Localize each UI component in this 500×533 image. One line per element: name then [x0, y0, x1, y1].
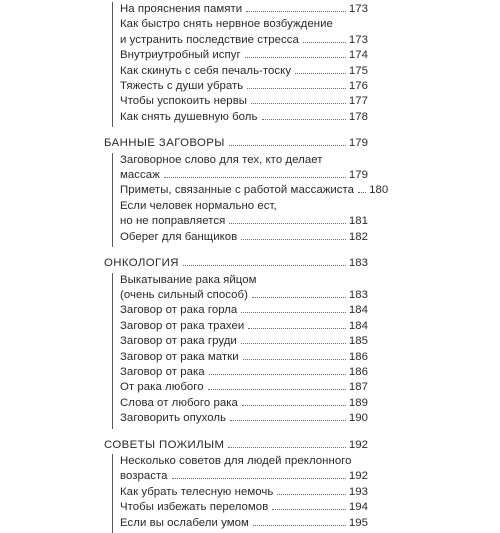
toc-entry-title-line: Несколько советов для людей преклонного [120, 454, 352, 467]
page-number: 173 [348, 33, 368, 46]
page-number: 183 [348, 257, 368, 270]
dot-leader [245, 56, 346, 58]
toc-entry-title-line: Чтобы избежать переломов [120, 501, 269, 514]
dot-leader [228, 446, 345, 448]
toc-entry [113, 380, 368, 395]
dot-leader [303, 41, 346, 43]
toc-entry-line [120, 48, 368, 63]
dot-leader [229, 222, 346, 224]
toc-entry-line [120, 500, 368, 515]
toc-entry-line [104, 136, 368, 151]
toc-entry [113, 153, 368, 184]
dot-leader [358, 191, 366, 193]
toc-entry-title-line: Заговорное слово для тех, кто делает [120, 153, 323, 166]
page-number: 178 [348, 110, 368, 123]
page-number: 187 [348, 381, 368, 394]
toc-entry-line [120, 469, 368, 484]
page-number: 176 [348, 80, 368, 93]
toc-entry-title-line: Как снять душевную боль [120, 110, 258, 123]
page-number: 175 [348, 64, 368, 77]
toc-entry [113, 110, 368, 125]
toc-entry-title-line: Заговор от рака горла [120, 304, 238, 317]
toc-entry-title-line: Приметы, связанные с работой массажиста [120, 184, 355, 197]
toc-entry-title-line: Как быстро снять нервное возбуждение [120, 18, 333, 31]
toc-section-entries [112, 153, 389, 247]
toc-entry-line [120, 319, 368, 334]
toc-entry-title-line: Если вы ослабели умом [120, 516, 249, 529]
dot-leader [272, 508, 346, 510]
toc-entry-line [120, 365, 368, 380]
page-number: 177 [348, 95, 368, 108]
dot-leader [230, 419, 346, 421]
page-number: 189 [348, 396, 368, 409]
toc-entry [113, 411, 368, 426]
toc-entry-line [120, 33, 368, 48]
page-number: 186 [348, 365, 368, 378]
toc-section-heading [0, 256, 500, 271]
page-number: 184 [348, 319, 368, 332]
toc-entry [113, 454, 368, 485]
toc-entry-title-line: Заговор от рака [120, 365, 205, 378]
toc-entry-title-line: Слова от любого рака [120, 396, 238, 409]
page-number: 195 [348, 516, 368, 529]
toc-section-title: СОВЕТЫ ПОЖИЛЫМ [104, 438, 225, 451]
page-number: 174 [348, 49, 368, 62]
dot-leader [241, 342, 346, 344]
dot-leader [208, 388, 346, 390]
toc-entry-title-line: Чтобы успокоить нервы [120, 95, 248, 108]
toc-entry [113, 230, 368, 245]
toc-entry-line [120, 230, 368, 245]
dot-leader [241, 311, 346, 313]
dot-leader [247, 87, 346, 89]
toc-entry-line [104, 256, 368, 271]
toc-section-entries [112, 2, 368, 127]
toc-entry-title-line: (очень сильный способ) [120, 288, 248, 301]
dot-leader [251, 102, 346, 104]
toc-section-heading [0, 136, 500, 151]
toc-entry [113, 183, 389, 198]
toc-entry-title-line: От рака любого [120, 381, 204, 394]
toc-entry [113, 79, 368, 94]
page-number: 190 [348, 412, 368, 425]
dot-leader [229, 144, 346, 146]
dot-leader [164, 176, 346, 178]
toc-entry [113, 365, 368, 380]
toc-section-title: ОНКОЛОГИЯ [104, 257, 179, 270]
dot-leader [262, 118, 346, 120]
page-number: 180 [369, 184, 389, 197]
toc-entry-title-line: и устранить последствие стресса [120, 33, 299, 46]
toc-entry-line [120, 288, 368, 303]
toc-entry-title-line: но не поправляется [120, 215, 226, 228]
toc-section-entries [112, 454, 368, 533]
toc-entry [113, 273, 368, 304]
page-number: 192 [348, 438, 368, 451]
toc-entry-title-line: Если человек нормально ест, [120, 199, 277, 212]
toc-entry-line [120, 79, 368, 94]
toc-entry-line [120, 183, 389, 198]
toc-entry-title-line: Оберег для банщиков [120, 230, 238, 243]
toc-entry-line [120, 380, 368, 395]
toc-entry [113, 303, 368, 318]
page-number: 185 [348, 335, 368, 348]
toc-entry-title-line: Заговор от рака трахеи [120, 319, 245, 332]
toc-entry [113, 396, 368, 411]
toc-entry-line [120, 334, 368, 349]
toc-entry-line [120, 350, 368, 365]
table-of-contents [0, 2, 500, 533]
toc-entry-line [120, 168, 368, 183]
toc-entry-title-line: Как скинуть с себя печаль-тоску [120, 64, 292, 77]
toc-entry [113, 2, 368, 17]
page-number: 179 [348, 169, 368, 182]
page-number: 194 [348, 501, 368, 514]
page-number: 186 [348, 350, 368, 363]
toc-section-entries [112, 273, 368, 429]
toc-entry-line [120, 110, 368, 125]
toc-entry-title-line: Выкатывание рака яйцом [120, 273, 257, 286]
toc-entry [113, 64, 368, 79]
page-number: 184 [348, 304, 368, 317]
toc-entry [113, 500, 368, 515]
dot-leader [241, 238, 346, 240]
toc-entry-title-line: массаж [120, 169, 160, 182]
toc-entry-line [120, 411, 368, 426]
toc-entry [113, 319, 368, 334]
page-number: 181 [348, 215, 368, 228]
toc-entry [113, 48, 368, 63]
toc-entry-line [120, 214, 368, 229]
toc-entry-title-line: возраста [120, 470, 168, 483]
toc-entry [113, 334, 368, 349]
dot-leader [209, 373, 346, 375]
dot-leader [246, 10, 346, 12]
toc-entry-title-line: Заговор от рака груди [120, 335, 237, 348]
dot-leader [277, 493, 346, 495]
toc-entry-line [120, 303, 368, 318]
toc-entry [113, 17, 368, 48]
dot-leader [252, 296, 346, 298]
toc-entry-line [120, 396, 368, 411]
page-number: 192 [348, 470, 368, 483]
toc-section-title: БАННЫЕ ЗАГОВОРЫ [104, 137, 225, 150]
toc-entry-title-line: На прояснения памяти [120, 3, 243, 15]
page-number: 182 [348, 230, 368, 243]
toc-entry-title-line: Внутриутробный испуг [120, 49, 241, 62]
toc-entry-title-line: Заговор от рака матки [120, 350, 239, 363]
toc-entry-line [120, 64, 368, 79]
page-number: 173 [348, 3, 368, 15]
page-number: 193 [348, 485, 368, 498]
dot-leader [242, 404, 346, 406]
dot-leader [183, 264, 346, 266]
toc-entry-title-line: Заговорить опухоль [120, 412, 227, 425]
toc-entry-line [120, 516, 368, 531]
toc-entry-title-line: Тяжесть с души убрать [120, 80, 244, 93]
toc-entry [113, 199, 368, 230]
dot-leader [248, 327, 346, 329]
page-number: 179 [348, 137, 368, 150]
page-number: 183 [348, 288, 368, 301]
dot-leader [172, 477, 346, 479]
toc-entry-line [120, 94, 368, 109]
toc-entry-line [104, 438, 368, 453]
toc-entry-line [120, 485, 368, 500]
toc-section-heading [0, 438, 500, 453]
dot-leader [253, 524, 346, 526]
toc-entry [113, 516, 368, 531]
toc-entry [113, 485, 368, 500]
toc-entry-line [120, 2, 368, 17]
dot-leader [295, 72, 346, 74]
toc-entry [113, 350, 368, 365]
toc-entry-title-line: Как убрать телесную немочь [120, 485, 274, 498]
dot-leader [243, 358, 346, 360]
toc-entry [113, 94, 368, 109]
